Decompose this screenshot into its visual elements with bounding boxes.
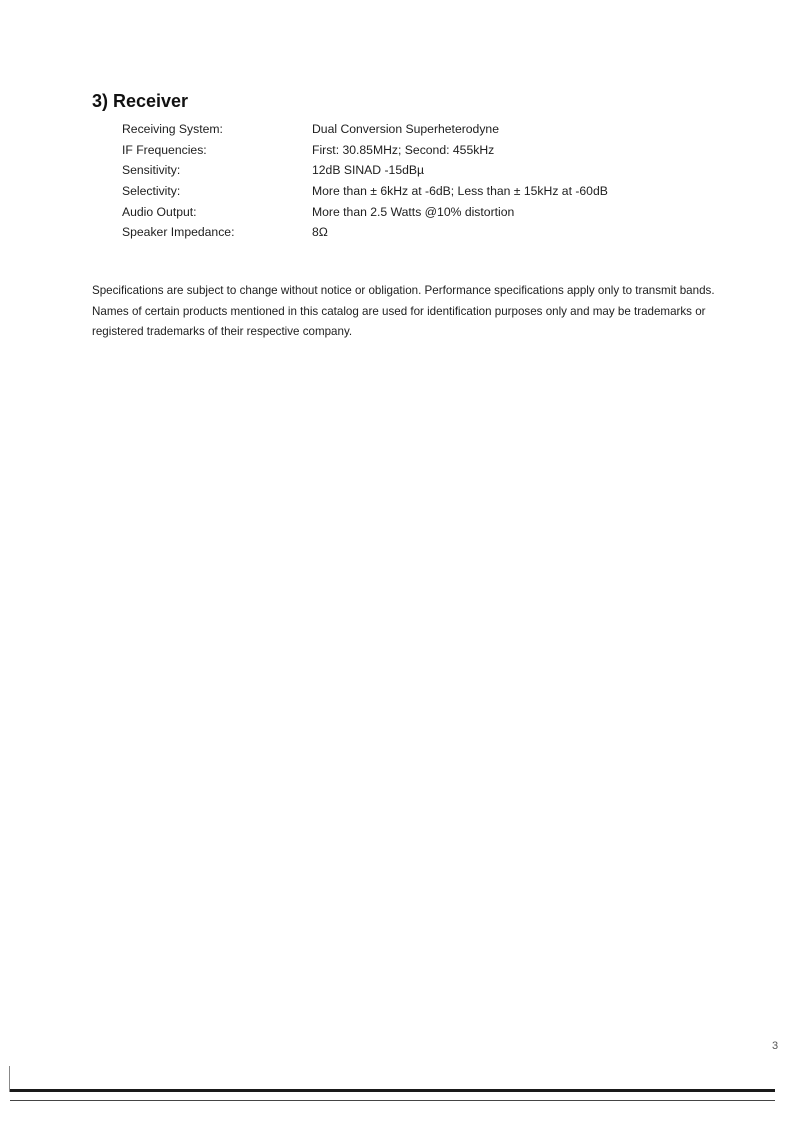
spec-value: More than ± 6kHz at -6dB; Less than ± 15kHz at -60dB: [312, 184, 608, 199]
footer-rule-secondary: [10, 1100, 775, 1101]
disclaimer-text: Specifications are subject to change without notice or obligation. Performance specifications apply only to transmit bands. Names of certain products mentioned in this catalog are used for identification purposes only and may be trademarks or registered trademarks of their respective company.: [92, 284, 715, 338]
spec-label: Selectivity:: [122, 184, 181, 199]
footer-rule: [10, 1089, 775, 1092]
spec-row: [122, 201, 608, 222]
receiver-spec-table: [122, 119, 608, 243]
spec-row: [122, 140, 608, 161]
spec-row: [122, 181, 608, 202]
spec-value: 12dB SINAD -15dBµ: [312, 163, 425, 178]
spec-value: More than 2.5 Watts @10% distortion: [312, 204, 515, 219]
spec-row: [122, 222, 608, 243]
spec-label: Audio Output:: [122, 204, 197, 219]
spec-label: Receiving System:: [122, 122, 223, 137]
spec-value: First: 30.85MHz; Second: 455kHz: [312, 142, 495, 157]
spec-label: IF Frequencies:: [122, 142, 207, 157]
spec-value: 8Ω: [312, 225, 328, 240]
spec-row: [122, 160, 608, 181]
spec-label: Speaker Impedance:: [122, 225, 235, 240]
page-number: 3: [772, 1040, 779, 1052]
spec-value: Dual Conversion Superheterodyne: [312, 122, 499, 137]
spec-row: [122, 119, 608, 140]
spec-label: Sensitivity:: [122, 163, 181, 178]
section-heading: 3) Receiver: [92, 91, 189, 111]
